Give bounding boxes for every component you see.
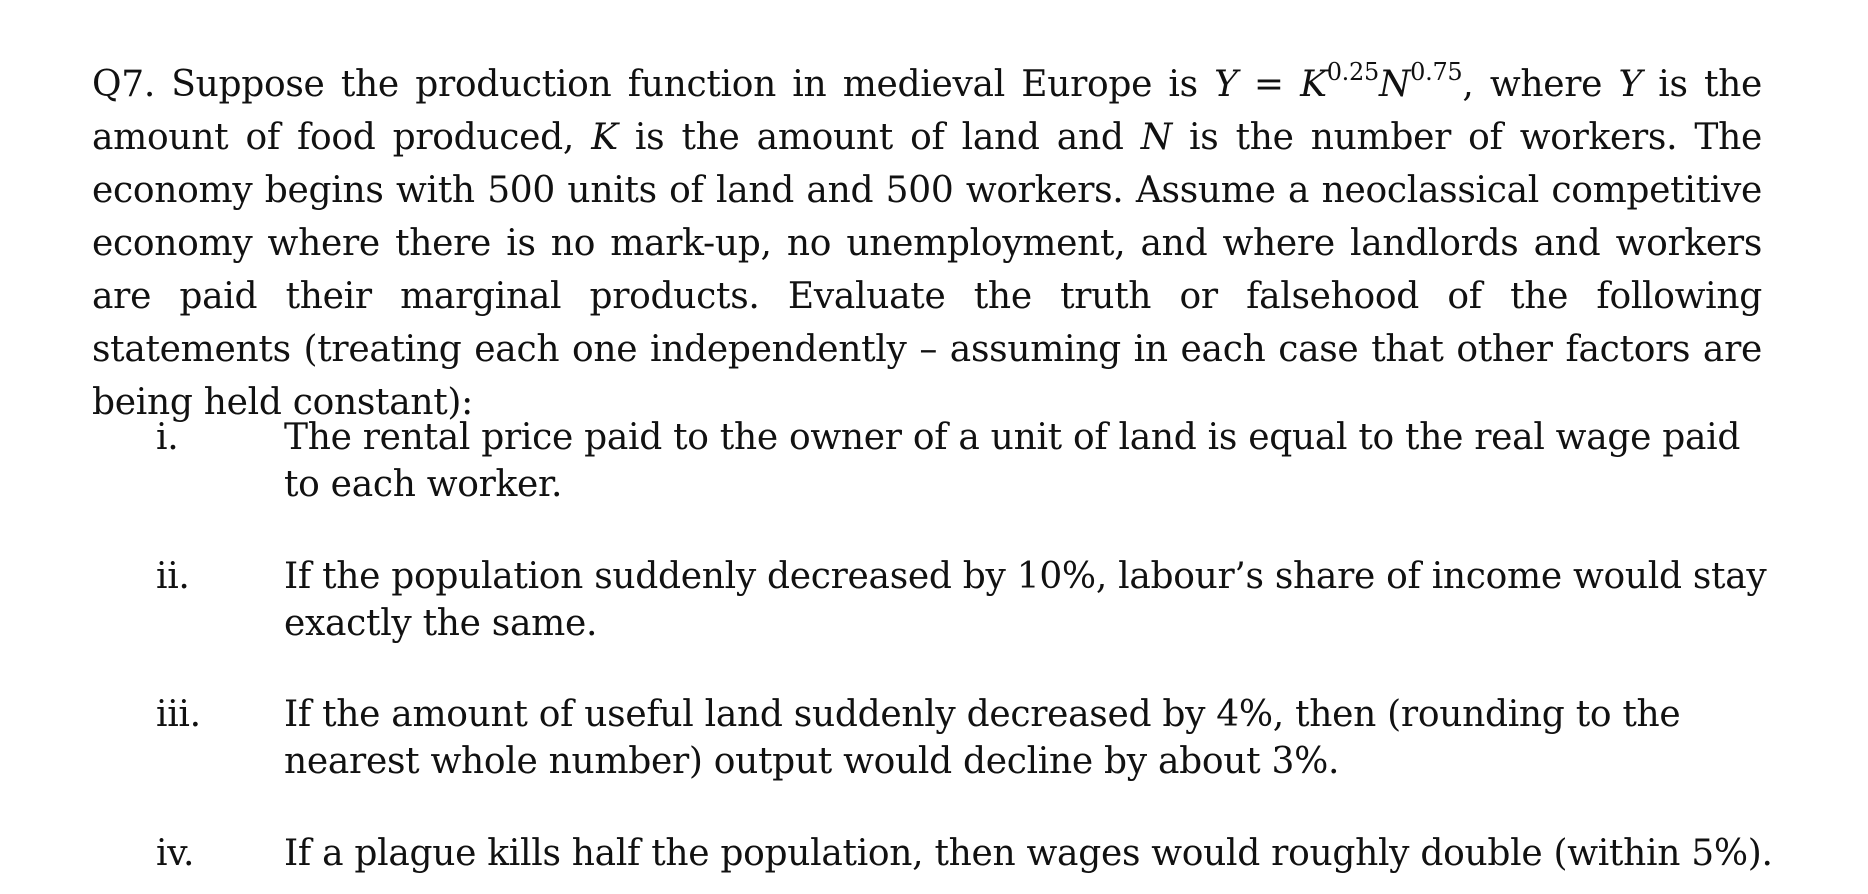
equation-k: K [1300, 64, 1327, 105]
question-prefix: Q7. Suppose the production function in medieval Europe is [92, 64, 1215, 105]
variable-k: K [591, 117, 618, 158]
list-item-text: If the population suddenly decreased by 10%, labour’s share of income would stay exactly the same. [284, 556, 1767, 644]
list-item-text: If a plague kills half the population, then wages would roughly double (within 5%). [284, 833, 1773, 874]
list-item-number: ii. [156, 556, 190, 597]
question-paragraph [92, 58, 1762, 429]
list-item-number: iv. [156, 833, 195, 874]
equation-k-exponent: 0.25 [1326, 58, 1379, 86]
equation-n-exponent: 0.75 [1410, 58, 1463, 86]
variable-y: Y [1618, 64, 1642, 105]
variable-n: N [1140, 117, 1172, 158]
equation-n: N [1378, 64, 1411, 105]
list-item-number: iii. [156, 694, 201, 735]
question-text-1: , where [1462, 64, 1619, 105]
list-item-text: The rental price paid to the owner of a unit of land is equal to the real wage paid to each worker. [284, 417, 1741, 505]
question-text-2: is the amount of food produced, [92, 64, 1762, 158]
list-item-text: If the amount of useful land suddenly decreased by 4%, then (rounding to the nearest whole number) output would decline by about 3%. [284, 694, 1681, 782]
equation-y: Y [1214, 64, 1238, 105]
question-text-4: is the number of workers. The economy begins with 500 units of land and 500 workers. Assume a neoclassical competitive economy where there is no mark-up, no unemployment, and where landlords and workers are paid their marginal products. Evaluate the truth or falsehood of the following statements (treating each one independently – assuming in each case that other factors are being held constant): [92, 117, 1762, 423]
list-item-number: i. [156, 417, 179, 458]
equation-equals: = [1237, 64, 1301, 105]
question-text-3: is the amount of land and [617, 117, 1141, 158]
